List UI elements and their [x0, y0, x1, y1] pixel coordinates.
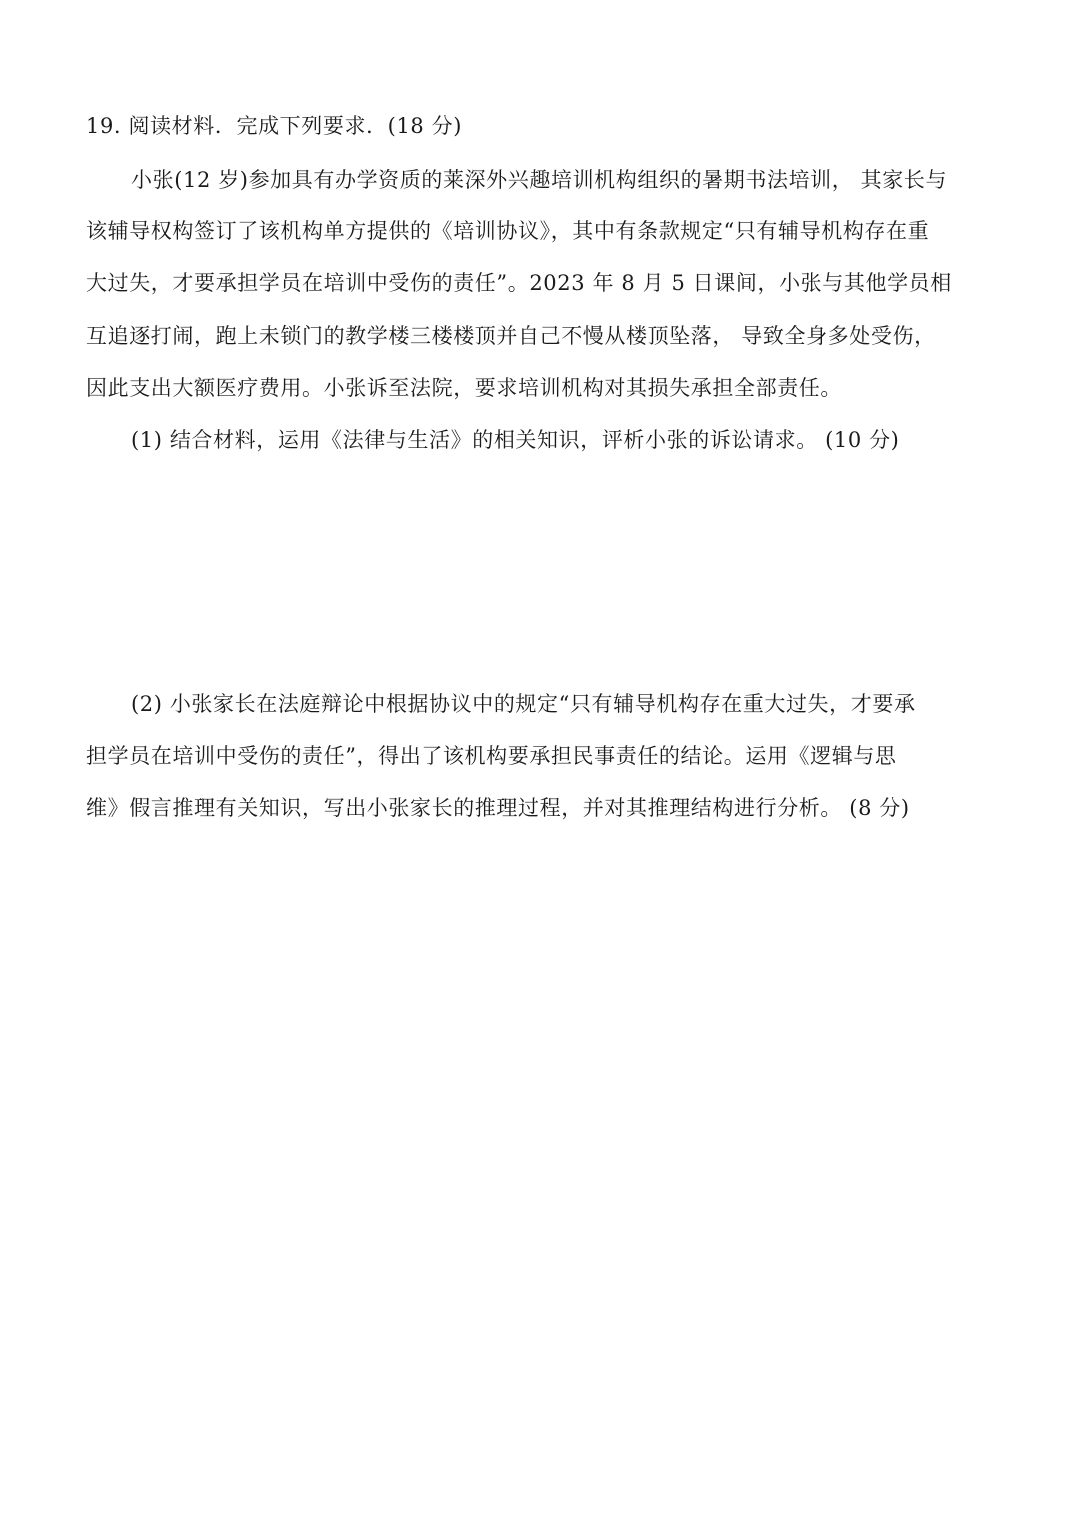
sub-question-2-line-3: 维》假言推理有关知识，写出小张家长的推理过程，并对其推理结构进行分析。 (8 分): [86, 796, 910, 820]
question-title: 19. 阅读材料．完成下列要求．(18 分): [86, 114, 463, 138]
material-line-2: 该辅导权构签订了该机构单方提供的《培训协议》，其中有条款规定“只有辅导机构存在重: [86, 219, 930, 243]
material-line-4: 互追逐打闹，跑上未锁门的教学楼三楼楼顶并自己不慢从楼顶坠落， 导致全身多处受伤，: [86, 324, 936, 348]
material-line-3: 大过失，才要承担学员在培训中受伤的责任”。2023 年 8 月 5 日课间，小张与其他学员相: [86, 271, 952, 295]
sub-question-1: (1) 结合材料，运用《法律与生活》的相关知识，评析小张的诉讼请求。 (10 分): [131, 428, 900, 452]
sub-question-2-line-1: (2) 小张家长在法庭辩论中根据协议中的规定“只有辅导机构存在重大过失，才要承: [131, 692, 916, 716]
sub-question-2-line-2: 担学员在培训中受伤的责任”，得出了该机构要承担民事责任的结论。运用《逻辑与思: [86, 744, 897, 768]
material-line-5: 因此支出大额医疗费用。小张诉至法院，要求培训机构对其损失承担全部责任。: [86, 376, 842, 400]
material-line-1: 小张(12 岁)参加具有办学资质的莱深外兴趣培训机构组织的暑期书法培训， 其家长与: [131, 168, 948, 192]
